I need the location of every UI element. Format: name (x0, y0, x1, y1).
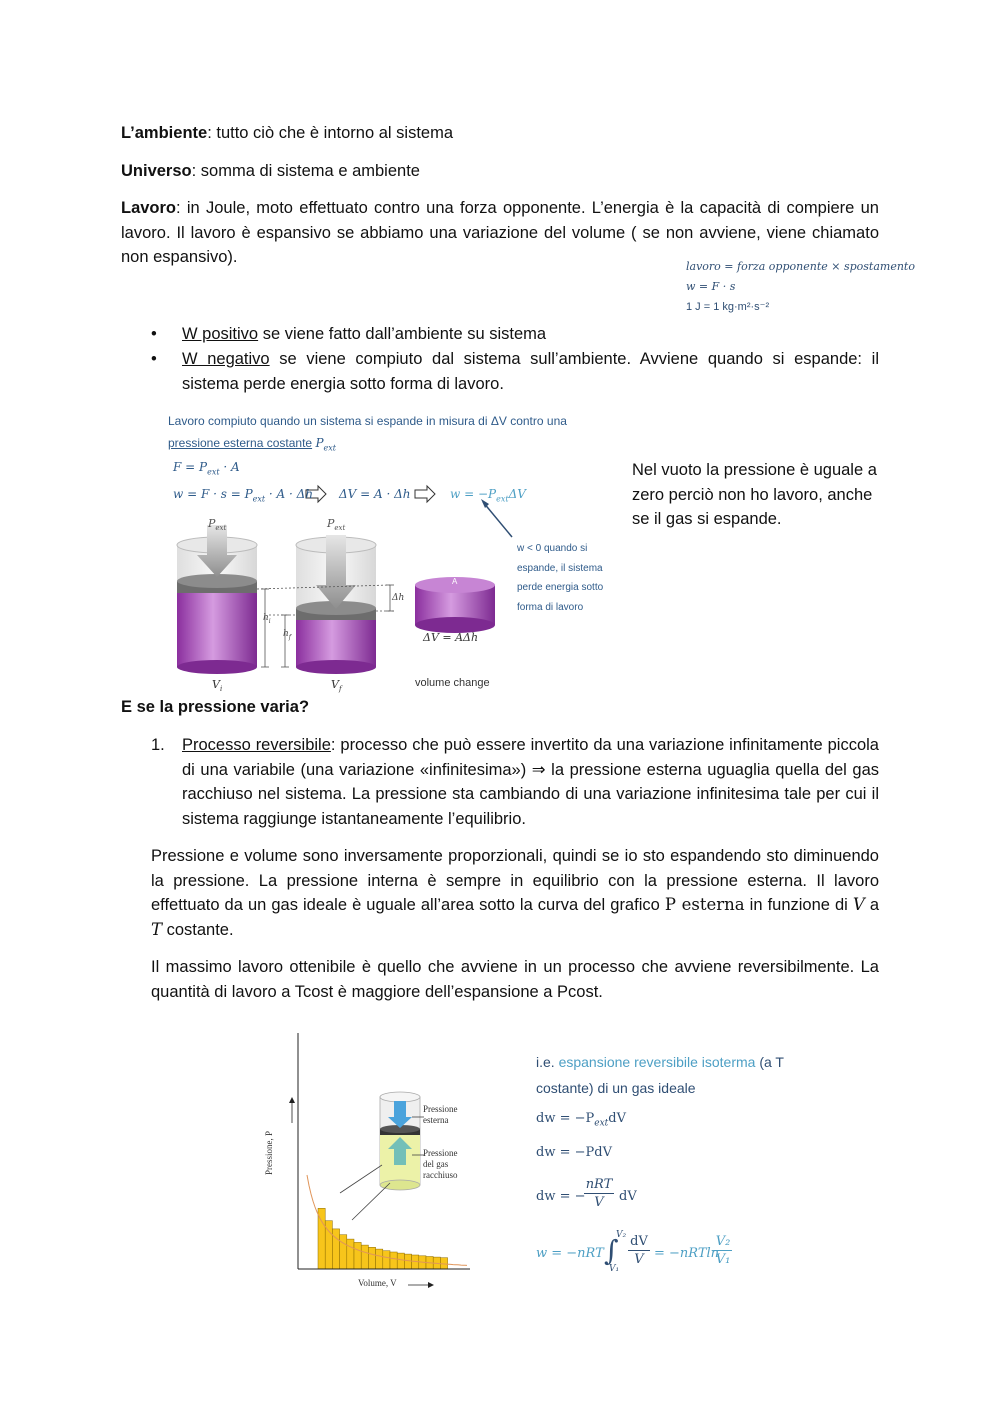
paragraph-universo (121, 159, 879, 184)
pv-plot-y-label: Pressione, P (264, 1130, 274, 1175)
term-reversible-process: Processo reversibile (182, 736, 331, 754)
work-step-bar (354, 1242, 361, 1269)
bullet-w-negative (151, 347, 879, 397)
equation-dw-p: dw = −PdV (536, 1145, 612, 1160)
label-h-final: $h_f$ (283, 629, 292, 641)
figure1-caption-line2: pressione esterna costante $P_{ext}$ (168, 436, 336, 453)
definition-ambiente: : tutto ciò che è intorno al sistema (207, 124, 453, 142)
label-delta-v: ΔV = AΔh (423, 631, 479, 644)
bullet-dot: • (151, 350, 157, 368)
work-step-bar (361, 1245, 368, 1269)
isothermal-caption: i.e. espansione reversibile isoterma (a T costante) di un gas ideale (536, 1054, 784, 1096)
work-step-bar (397, 1253, 404, 1269)
paragraph-pressure-volume: Pressione e volume sono inversamente proporzionali, quindi se io sto espandendo sto diminuendo la pressione. La pressione interna è sempre in equilibrio con la pressione esterna. Il lavoro effettuato da un gas ideale è uguale all’area sotto la curva del grafico P esterna in funzione di V a T costante. (151, 847, 880, 939)
label-pext-2: $P_{ext}$ (327, 517, 346, 533)
paragraph-lavoro (121, 196, 879, 270)
pv-plot-x-label: Volume, V (358, 1278, 397, 1288)
term-ambiente: L’ambiente (121, 124, 208, 142)
heading-variable-pressure: E se la pressione varia? (121, 698, 310, 716)
paragraph-ambiente (121, 121, 879, 146)
reversible-isothermal-figure: Pressione, P Volume, V Pressione esterna Pressione del gas racchiuso i.e. espansione reversibile isoterma (a T costante) di un gas ideale dw = $-P_{ext}dV$ dw = −PdV dw = − nRT V dV w = −nRT ∫ V₂ V₁ dV V = −nRTln V₂ V₁ (280, 1025, 760, 1295)
term-universo: Universo (121, 162, 192, 180)
bullet-dot: • (151, 325, 157, 343)
equation-work-force: $w = F \cdot s = P_{ext} \cdot A \cdot \Delta h$ (173, 487, 314, 504)
bullet-text-negative: se viene compiuto dal sistema sull’ambiente. Avviene quando si espande: il sistema perde energia sotto forma di lavoro. (182, 350, 879, 393)
figure1-caption-line1: Lavoro compiuto quando un sistema si espande in misura di ΔV contro una (168, 414, 567, 428)
label-area: A (452, 577, 458, 586)
y-axis-arrowhead (289, 1097, 295, 1103)
work-formula-box (686, 260, 936, 313)
x-axis-arrowhead (428, 1282, 434, 1288)
cylinder-final (296, 535, 376, 674)
work-step-bar (332, 1229, 339, 1269)
bullet-w-positive (151, 322, 879, 347)
label-gas-pressure: Pressione del gas racchiuso (423, 1148, 458, 1180)
work-step-bar (368, 1247, 375, 1269)
vacuum-side-note: Nel vuoto la pressione è uguale a zero perciò non ho lavoro, anche se il gas si espande. (632, 461, 877, 528)
term-lavoro: Lavoro (121, 199, 177, 217)
label-v-final: $V_f$ (331, 678, 342, 694)
label-volume-change: volume change (415, 677, 490, 689)
work-step-bar (383, 1251, 390, 1269)
label-pext-1: $P_{ext}$ (208, 517, 227, 533)
integral-sign: ∫ (604, 1234, 619, 1267)
definition-lavoro: : in Joule, moto effettuato contro una forza opponente. L’energia è la capacità di compiere un lavoro. Il lavoro è espansivo se abbiamo una variazione del volume ( se non avviene, viene chiamato non espansivo). (121, 199, 879, 266)
piston-inset (340, 1092, 424, 1220)
label-external-pressure: Pressione esterna (423, 1104, 458, 1125)
note-arrow (483, 502, 512, 537)
paragraph-max-work: Il massimo lavoro ottenibile è quello che avviene in un processo che avviene reversibilmente. La quantità di lavoro a Tcost è maggiore dell’espansione a Pcost. (151, 958, 879, 1001)
work-step-bar (376, 1249, 383, 1269)
cylinder-initial (177, 525, 257, 674)
term-w-negative: W negativo (182, 350, 270, 368)
definition-universo: : somma di sistema e ambiente (191, 162, 420, 180)
equation-dw-pext: dw = $-P_{ext}dV$ (536, 1111, 626, 1129)
work-step-bar (390, 1252, 397, 1269)
expansion-work-figure (165, 405, 625, 695)
equation-work-pressure: $w = -P_{ext}\Delta V$ (450, 487, 526, 504)
definition-reversible-process: : processo che può essere invertito da una variazione infinitamente piccola di una variabile (una variazione «infinitesima») ⇒ la pressione esterna uguaglia quella del gas racchiuso nel sistema. La pressione sta cambiando di una variazione infinitesima tale per cui il sistema raggiunge istantaneamente l’equilibrio. (182, 736, 879, 828)
label-v-initial: $V_i$ (212, 678, 223, 694)
work-step-bar (347, 1239, 354, 1269)
equation-force: $F = P_{ext} \cdot A$ (173, 460, 240, 477)
list-number: 1. (151, 736, 165, 754)
note-negative-work: w < 0 quando si espande, il sistema perde energia sotto forma di lavoro (517, 543, 604, 613)
formula-work-product: w = F · s (686, 280, 736, 293)
equation-volume: ΔV = A · Δh (339, 487, 411, 501)
work-step-bar (404, 1254, 411, 1269)
formula-work-definition: lavoro = forza opponente × spostamento (686, 260, 915, 273)
bullet-text-positive: se viene fatto dall’ambiente su sistema (258, 325, 547, 343)
work-step-bar (340, 1235, 347, 1269)
label-h-initial: $h_i$ (263, 613, 271, 625)
label-delta-h: Δh (392, 593, 405, 603)
equation-work-integral: w = −nRT ∫ V₂ V₁ dV V = −nRTln V₂ V₁ (536, 1230, 731, 1274)
formula-joule-unit: 1 J = 1 kg·m²·s⁻² (686, 301, 770, 313)
list-item-reversible-process (151, 733, 879, 833)
term-w-positive: W positivo (182, 325, 259, 343)
